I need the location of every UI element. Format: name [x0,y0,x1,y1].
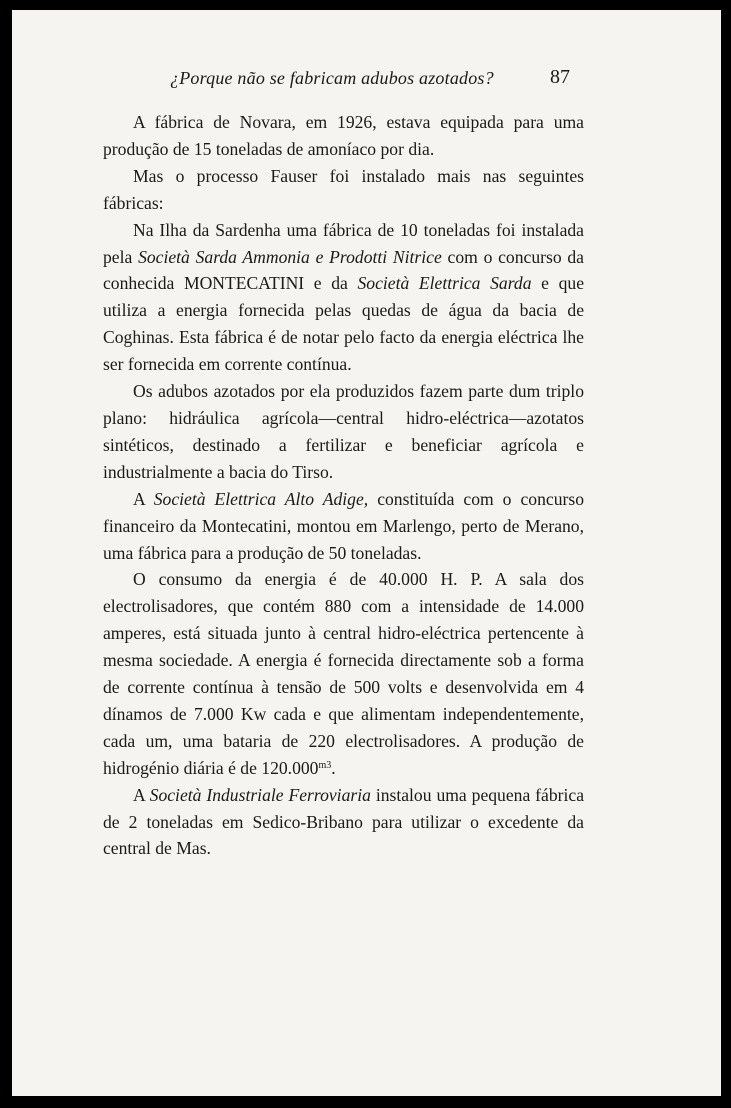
body-text [103,109,584,862]
paragraph-text: . [331,757,336,778]
paragraph-fauser [103,163,584,217]
paragraph-alto-adige [103,486,584,567]
paragraph-novara [103,109,584,163]
company-name: Società Elettrica Sarda [357,273,532,294]
paragraph-text: A [133,488,154,509]
paragraph-text: Na Ilha da Sardenha uma fábrica de 10 toneladas foi instalada pela [103,219,584,267]
page-number: 87 [550,66,570,88]
paragraph-text: A [133,784,150,805]
company-name: Società Elettrica Alto Adige, [153,488,369,509]
unit-superscript: m3 [318,759,332,771]
company-name: Società Sarda Ammonia e Prodotti Nitrice [138,246,442,267]
company-name: Società Industriale Ferroviaria [149,784,371,805]
paragraph-text: O consumo da energia é de 40.000 H. P. A sala dos electrolisadores, que contém 880 com a intensidade de 14.000 amperes, está situada junto à central hidro-eléctrica pertencente à mesma sociedade. A energia é fornecida directamente sob a forma de corrente contínua à tensão de 500 volts e desenvolvida em 4 dínamos de 7.000 Kw cada e que alimentam independentemente, cada um, uma bataria de 220 electrolisadores. A produção de hidrogénio diária é de 120.000 [103,569,584,778]
paragraph-text: instalou uma pequena fábrica de 2 toneladas em Sedico-Bribano para utilizar o excedente da central de Mas. [103,784,584,859]
running-title: ¿Porque não se fabricam adubos azotados? [170,68,494,88]
paragraph-text: constituída com o concurso financeiro da Montecatini, montou em Marlengo, perto de Merano, uma fábrica para a produção de 50 toneladas. [103,488,584,563]
book-page [12,10,721,1096]
paragraph-sardenha [103,217,584,378]
paragraph-tirso [103,378,584,486]
paragraph-text: Os adubos azotados por ela produzidos fazem parte dum triplo plano: hidráulica agrícola—central hidro-eléctrica—azotatos sintéticos, destinado a fertilizar e beneficiar agrícola e industrialmente a bacia do Tirso. [103,381,584,482]
paragraph-energia [103,566,584,781]
page-header [12,66,721,96]
paragraph-ferroviaria [103,782,584,863]
paragraph-text: Mas o processo Fauser foi instalado mais nas seguintes fábricas: [103,165,584,213]
paragraph-text: com o concurso da conhecida MONTECATINI e da [103,246,584,294]
paragraph-text: A fábrica de Novara, em 1926, estava equipada para uma produção de 15 toneladas de amoníaco por dia. [103,112,584,159]
paragraph-text: e que utiliza a energia fornecida pelas quedas de água da bacia de Coghinas. Esta fábrica é de notar pelo facto da energia eléctrica lhe ser fornecida em corrente contínua. [103,273,585,375]
